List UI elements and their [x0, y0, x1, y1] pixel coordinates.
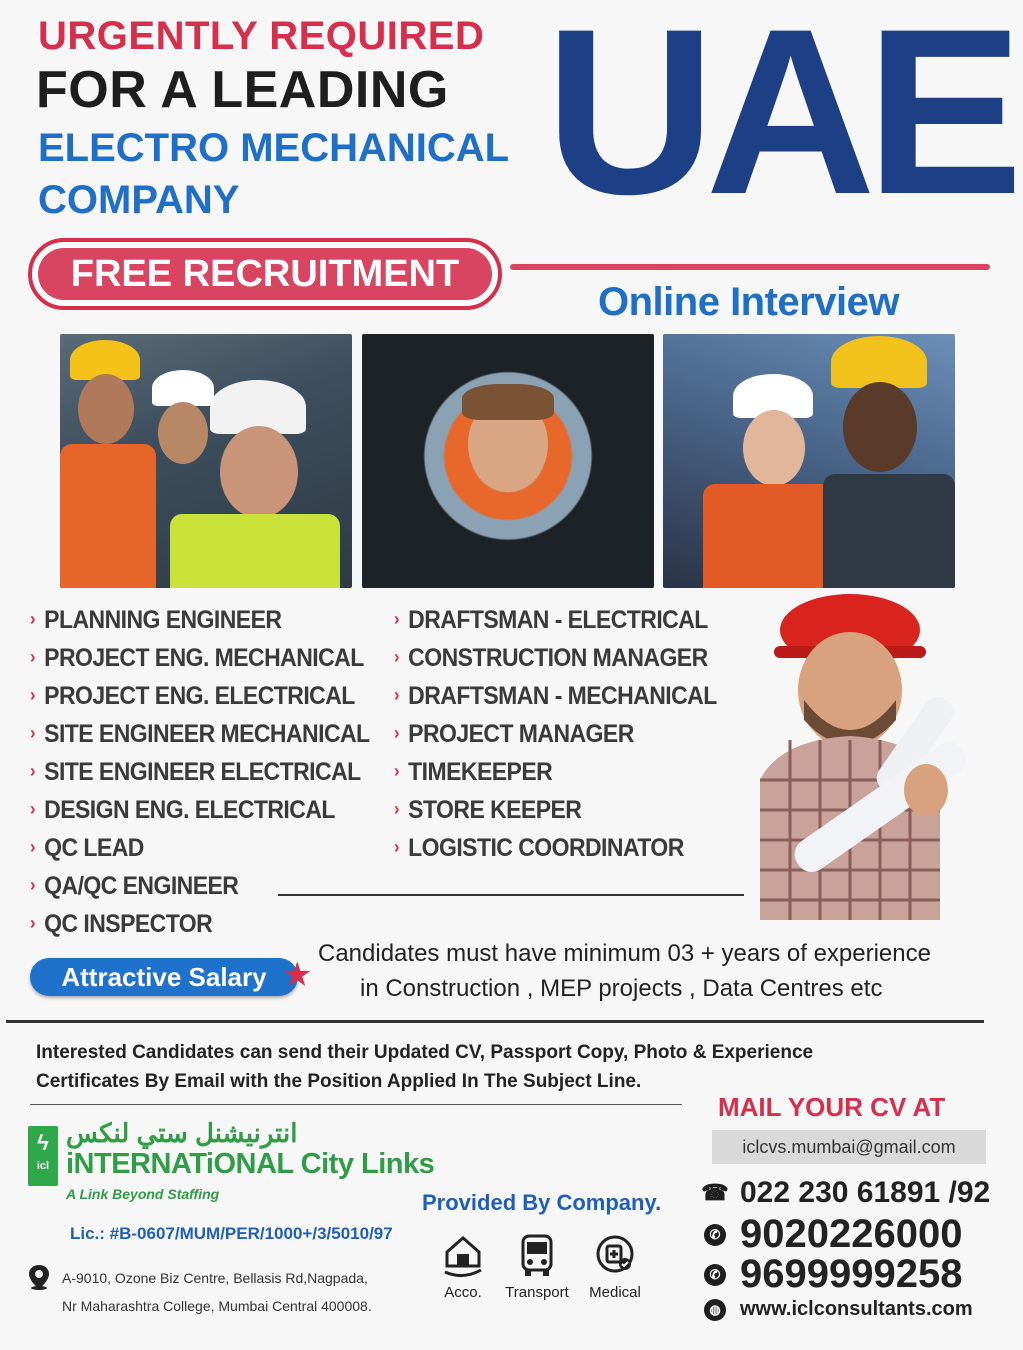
job-item — [30, 758, 370, 796]
job-title: PROJECT ENG. MECHANICAL — [44, 644, 364, 672]
globe-icon: ◍ — [704, 1299, 726, 1321]
bullet-arrow-icon: › — [394, 799, 399, 819]
license-number: Lic.: #B-0607/MUM/PER/1000+/3/5010/97 — [70, 1224, 393, 1243]
job-title: SITE ENGINEER MECHANICAL — [44, 720, 370, 748]
bullet-arrow-icon: › — [30, 761, 35, 781]
bus-icon — [515, 1232, 559, 1278]
star-icon: ★ — [282, 956, 313, 994]
job-title: DRAFTSMAN - ELECTRICAL — [408, 606, 708, 634]
lightning-icon: ϟ — [37, 1130, 49, 1155]
bullet-arrow-icon: › — [394, 723, 399, 743]
section-divider — [6, 1020, 984, 1023]
country-title: UAE — [545, 0, 1014, 244]
job-item — [30, 682, 370, 720]
requirement-line-1: Candidates must have minimum 03 + years of experience — [318, 940, 931, 967]
email-address[interactable]: iclcvs.mumbai@gmail.com — [712, 1130, 986, 1164]
job-item — [394, 834, 717, 872]
job-item — [30, 796, 370, 834]
headline-urgently-required: URGENTLY REQUIRED — [38, 14, 485, 58]
bullet-arrow-icon: › — [394, 761, 399, 781]
headline-electro-mechanical: ELECTRO MECHANICAL — [38, 126, 510, 170]
icl-logo — [28, 1126, 58, 1186]
job-title: QC LEAD — [44, 834, 144, 862]
benefit-label: Transport — [505, 1284, 569, 1301]
location-pin-icon — [28, 1264, 50, 1286]
instructions-underline — [30, 1104, 682, 1105]
bullet-arrow-icon: › — [394, 837, 399, 857]
bullet-arrow-icon: › — [30, 723, 35, 743]
job-list-left — [30, 606, 399, 948]
job-item — [394, 796, 717, 834]
mail-cv-heading: MAIL YOUR CV AT — [718, 1092, 946, 1122]
landline-contact[interactable] — [701, 1176, 991, 1210]
telephone-icon: ☎ — [701, 1180, 729, 1205]
company-name: iNTERNATiONAL City Links — [66, 1148, 435, 1180]
benefit-transport — [502, 1232, 572, 1301]
job-item — [394, 720, 717, 758]
job-item — [30, 872, 370, 910]
headline-for-a-leading: FOR A LEADING — [36, 61, 449, 119]
bullet-arrow-icon: › — [30, 799, 35, 819]
bullet-arrow-icon: › — [394, 609, 399, 629]
job-title: TIMEKEEPER — [408, 758, 553, 786]
engineers-discussion-photo — [663, 334, 955, 588]
workers-group-photo — [60, 334, 352, 588]
job-item — [30, 606, 370, 644]
job-title: STORE KEEPER — [408, 796, 582, 824]
website-url: www.iclconsultants.com — [740, 1298, 973, 1320]
job-item — [394, 682, 717, 720]
job-title: PROJECT MANAGER — [408, 720, 634, 748]
provided-by-company-title: Provided By Company. — [422, 1190, 662, 1215]
company-arabic-name: انترنيشنل ستي لنكس — [66, 1118, 298, 1148]
attractive-salary-badge: Attractive Salary — [30, 958, 298, 996]
job-title: DESIGN ENG. ELECTRICAL — [44, 796, 335, 824]
job-list-right — [394, 606, 745, 872]
mobile-number-2: 9699999258 — [740, 1252, 963, 1296]
mobile-number-1: 9020226000 — [740, 1212, 963, 1256]
application-instructions: Interested Candidates can send their Updated CV, Passport Copy, Photo & Experience Certificates By Email with the Position Applied In The Subject Line. — [36, 1042, 814, 1092]
bullet-arrow-icon: › — [30, 685, 35, 705]
requirement-line-2: in Construction , MEP projects , Data Centres etc — [360, 975, 883, 1002]
address-line-2: Nr Maharashtra College, Mumbai Central 400008. — [62, 1298, 372, 1314]
company-tagline: A Link Beyond Staffing — [66, 1186, 220, 1202]
mobile-contact-2[interactable] — [704, 1252, 962, 1297]
bullet-arrow-icon: › — [30, 875, 35, 895]
bullet-arrow-icon: › — [394, 647, 399, 667]
landline-number: 022 230 61891 /92 — [740, 1176, 991, 1209]
bullet-arrow-icon: › — [394, 685, 399, 705]
job-item — [394, 644, 717, 682]
bullet-arrow-icon: › — [30, 609, 35, 629]
job-title: DRAFTSMAN - MECHANICAL — [408, 682, 717, 710]
whatsapp-icon: ✆ — [704, 1224, 726, 1246]
job-title: QC INSPECTOR — [44, 910, 213, 938]
separator-line — [278, 894, 744, 896]
job-title: SITE ENGINEER ELECTRICAL — [44, 758, 361, 786]
job-title: QA/QC ENGINEER — [44, 872, 239, 900]
benefit-medical — [580, 1232, 650, 1301]
job-item — [30, 720, 370, 758]
job-title: CONSTRUCTION MANAGER — [408, 644, 708, 672]
bullet-arrow-icon: › — [30, 913, 35, 933]
technician-through-pipe-photo — [362, 334, 654, 588]
bullet-arrow-icon: › — [30, 837, 35, 857]
online-interview-label: Online Interview — [598, 280, 899, 324]
bullet-arrow-icon: › — [30, 647, 35, 667]
headline-company: COMPANY — [38, 178, 240, 222]
free-recruitment-badge — [28, 238, 502, 310]
job-item — [394, 758, 717, 796]
benefit-accommodation — [428, 1232, 498, 1301]
job-item — [394, 606, 717, 644]
house-icon — [441, 1232, 485, 1278]
job-title: LOGISTIC COORDINATOR — [408, 834, 684, 862]
benefit-label: Acco. — [444, 1284, 482, 1301]
job-title: PROJECT ENG. ELECTRICAL — [44, 682, 355, 710]
mobile-contact-1[interactable] — [704, 1212, 962, 1257]
job-item — [30, 834, 370, 872]
logo-text: icl — [36, 1160, 50, 1172]
address-line-1: A-9010, Ozone Biz Centre, Bellasis Rd,Nagpada, — [62, 1270, 368, 1286]
divider-line — [510, 264, 990, 270]
job-title: PLANNING ENGINEER — [44, 606, 282, 634]
website-contact[interactable] — [704, 1298, 973, 1321]
job-item — [30, 644, 370, 682]
whatsapp-icon: ✆ — [704, 1264, 726, 1286]
free-recruitment-label: FREE RECRUITMENT — [38, 248, 492, 300]
benefit-label: Medical — [589, 1284, 641, 1301]
medical-icon — [593, 1232, 637, 1278]
engineer-with-blueprints-image — [740, 590, 990, 920]
